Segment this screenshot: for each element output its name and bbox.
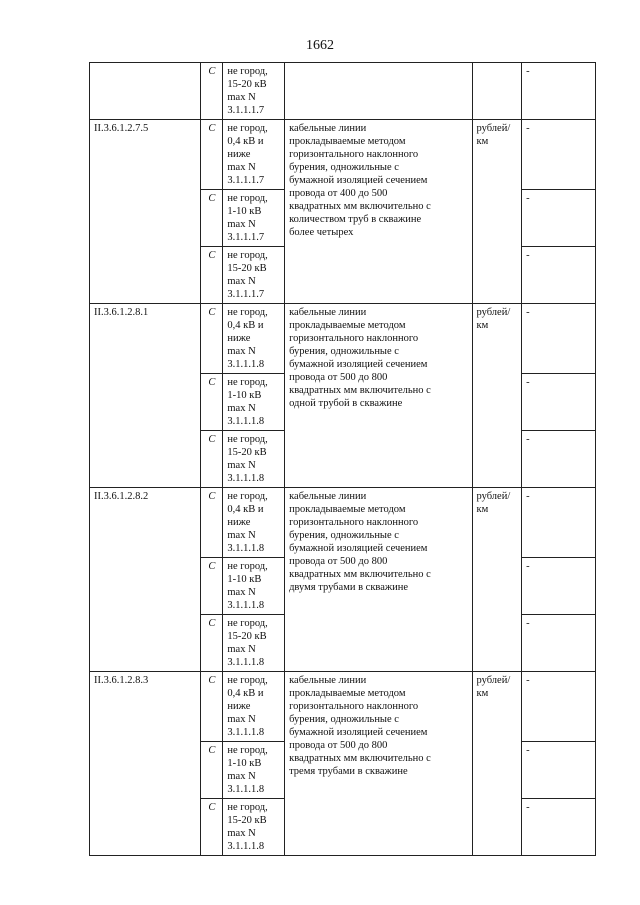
category-cell: С — [201, 431, 223, 488]
tariff-table — [89, 62, 596, 856]
category-cell: С — [201, 488, 223, 558]
category-cell: С — [201, 247, 223, 304]
category-cell: С — [201, 799, 223, 856]
value-cell: - — [522, 247, 596, 304]
description-cell — [285, 63, 472, 120]
condition-cell — [223, 431, 285, 488]
condition-text: не город, 1-10 кВ max N 3.1.1.1.8 — [227, 561, 268, 611]
value-cell: - — [522, 190, 596, 247]
value-cell: - — [522, 742, 596, 799]
category-cell: С — [201, 190, 223, 247]
table-row — [90, 488, 596, 558]
code-cell: II.3.6.1.2.8.2 — [90, 488, 201, 672]
page-number: 1662 — [306, 38, 334, 53]
condition-cell — [223, 672, 285, 742]
condition-text: не город, 15-20 кВ max N 3.1.1.1.8 — [227, 434, 268, 484]
condition-text: не город, 1-10 кВ max N 3.1.1.1.8 — [227, 745, 268, 795]
value-cell: - — [522, 615, 596, 672]
category-cell: С — [201, 374, 223, 431]
code-cell: II.3.6.1.2.8.1 — [90, 304, 201, 488]
unit-text: рублей/ км — [476, 307, 511, 331]
description-cell — [285, 120, 472, 304]
category-cell: С — [201, 558, 223, 615]
value-cell: - — [522, 63, 596, 120]
condition-text: не город, 15-20 кВ max N 3.1.1.1.8 — [227, 802, 268, 852]
condition-cell — [223, 799, 285, 856]
value-cell: - — [522, 672, 596, 742]
table-row — [90, 304, 596, 374]
condition-text: не город, 1-10 кВ max N 3.1.1.1.7 — [227, 193, 268, 243]
condition-cell — [223, 374, 285, 431]
condition-text: не город, 0,4 кВ и ниже max N 3.1.1.1.8 — [227, 307, 268, 370]
description-cell — [285, 488, 472, 672]
table-row — [90, 63, 596, 120]
category-cell: С — [201, 63, 223, 120]
category-cell: С — [201, 120, 223, 190]
category-cell: С — [201, 304, 223, 374]
unit-text: рублей/ км — [476, 491, 511, 515]
unit-cell — [472, 672, 522, 856]
value-cell: - — [522, 304, 596, 374]
code-cell: II.3.6.1.2.8.3 — [90, 672, 201, 856]
condition-text: не город, 15-20 кВ max N 3.1.1.1.7 — [227, 250, 268, 300]
value-cell: - — [522, 488, 596, 558]
condition-text: не город, 0,4 кВ и ниже max N 3.1.1.1.7 — [227, 123, 268, 186]
table-row — [90, 672, 596, 742]
table-row — [90, 120, 596, 190]
value-cell: - — [522, 120, 596, 190]
value-cell: - — [522, 431, 596, 488]
condition-cell — [223, 63, 285, 120]
condition-cell — [223, 120, 285, 190]
condition-cell — [223, 190, 285, 247]
unit-text: рублей/ км — [476, 123, 511, 147]
condition-text: не город, 15-20 кВ max N 3.1.1.1.7 — [227, 66, 268, 116]
condition-text: не город, 0,4 кВ и ниже max N 3.1.1.1.8 — [227, 675, 268, 738]
code-cell — [90, 63, 201, 120]
condition-text: не город, 0,4 кВ и ниже max N 3.1.1.1.8 — [227, 491, 268, 554]
unit-cell — [472, 304, 522, 488]
unit-cell — [472, 488, 522, 672]
condition-cell — [223, 615, 285, 672]
value-cell: - — [522, 799, 596, 856]
code-cell: II.3.6.1.2.7.5 — [90, 120, 201, 304]
condition-cell — [223, 558, 285, 615]
value-cell: - — [522, 374, 596, 431]
description-text: кабельные линии прокладываемые методом горизонтального наклонного бурения, одножильные с бумажной изоляцией сечением провода от 500 до 800 квадратных мм включительно с тремя трубами в скважине — [289, 675, 431, 777]
category-cell: С — [201, 672, 223, 742]
description-text: кабельные линии прокладываемые методом горизонтального наклонного бурения, одножильные с бумажной изоляцией сечением провода от 400 до 500 квадратных мм включительно с количеством труб в скважине более четырех — [289, 123, 431, 238]
unit-text: рублей/ км — [476, 675, 511, 699]
description-text: кабельные линии прокладываемые методом горизонтального наклонного бурения, одножильные с бумажной изоляцией сечением провода от 500 до 800 квадратных мм включительно с двумя трубами в скважине — [289, 491, 431, 593]
condition-cell — [223, 742, 285, 799]
condition-cell — [223, 247, 285, 304]
value-cell: - — [522, 558, 596, 615]
description-cell — [285, 672, 472, 856]
condition-cell — [223, 488, 285, 558]
condition-cell — [223, 304, 285, 374]
category-cell: С — [201, 742, 223, 799]
unit-cell — [472, 120, 522, 304]
table-body — [90, 63, 596, 856]
description-cell — [285, 304, 472, 488]
unit-cell — [472, 63, 522, 120]
description-text: кабельные линии прокладываемые методом горизонтального наклонного бурения, одножильные с бумажной изоляцией сечением провода от 500 до 800 квадратных мм включительно с одной трубой в скважине — [289, 307, 431, 409]
condition-text: не город, 1-10 кВ max N 3.1.1.1.8 — [227, 377, 268, 427]
condition-text: не город, 15-20 кВ max N 3.1.1.1.8 — [227, 618, 268, 668]
category-cell: С — [201, 615, 223, 672]
